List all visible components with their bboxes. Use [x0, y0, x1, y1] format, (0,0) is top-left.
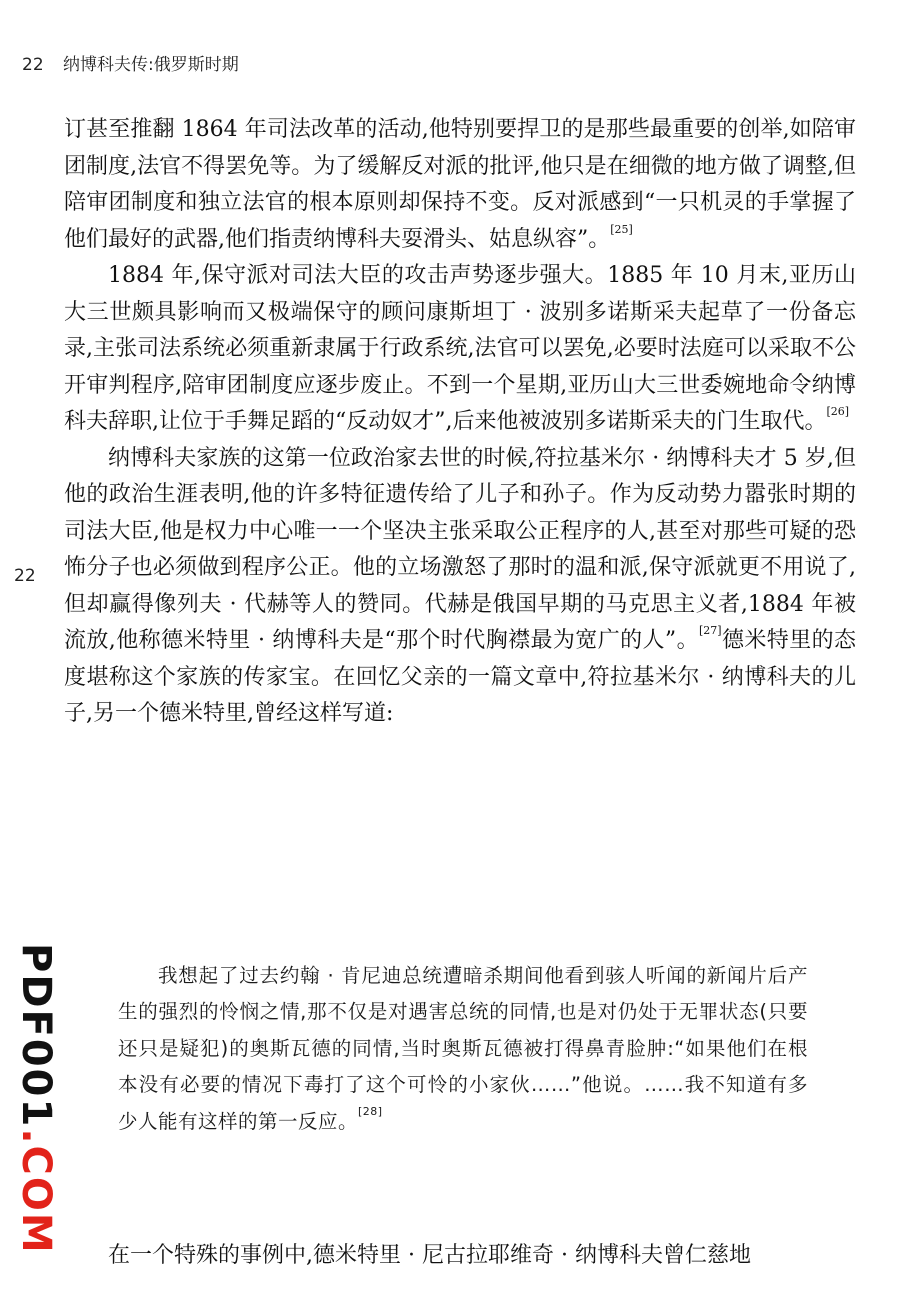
body-text [64, 112, 856, 733]
paragraph-1-text: 订甚至推翻 1864 年司法改革的活动,他特别要捍卫的是那些最重要的创举,如陪审团制度,法官不得罢免等。为了缓解反对派的批评,他只是在细微的地方做了调整,但陪审团制度和独立法官的根本原则却保持不变。反对派感到“一只机灵的手掌握了他们最好的武器,他们指责纳博科夫耍滑头、姑息纵容”。 [64, 117, 856, 252]
footnote-ref-27: [27] [698, 624, 722, 637]
margin-page-number: 22 [14, 566, 36, 586]
block-quote [118, 958, 808, 1140]
footnote-ref-26: [26] [826, 405, 850, 418]
paragraph-3 [64, 441, 856, 733]
paragraph-2 [64, 258, 856, 441]
paragraph-3-text-b: 德米特里的态度堪称这个家族的传家宝。在回忆父亲的一篇文章中,符拉基米尔 · 纳博科夫的儿子,另一个德米特里,曾经这样写道: [64, 628, 856, 726]
quote-text: 我想起了过去约翰 · 肯尼迪总统遭暗杀期间他看到骇人听闻的新闻片后产生的强烈的怜悯之情,那不仅是对遇害总统的同情,也是对仍处于无罪状态(只要还只是疑犯)的奥斯瓦德的同情,当时奥斯瓦德被打得鼻青脸肿:“如果他们在根本没有必要的情况下毒打了这个可怜的小家伙……”他说。……我不知道有多少人能有这样的第一反应。 [118, 964, 808, 1133]
watermark-part-1: PDF [13, 943, 59, 1039]
watermark-logo [13, 943, 59, 1255]
quote-paragraph [118, 958, 808, 1140]
footnote-ref-28: [28] [358, 1104, 383, 1118]
continuation-paragraph: 在一个特殊的事例中,德米特里 · 尼古拉耶维奇 · 纳博科夫曾仁慈地 [108, 1243, 751, 1268]
paragraph-3-text-a: 纳博科夫家族的这第一位政治家去世的时候,符拉基米尔 · 纳博科夫才 5 岁,但他的政治生涯表明,他的许多特征遗传给了儿子和孙子。作为反动势力嚣张时期的司法大臣,他是权力中心唯一一个坚决主张采取公正程序的人,甚至对那些可疑的恐怖分子也必须做到程序公正。他的立场激怒了那时的温和派,保守派就更不用说了,但却赢得像列夫 · 代赫等人的赞同。代赫是俄国早期的马克思主义者,1884 年被流放,他称德米特里 · 纳博科夫是“那个时代胸襟最为宽广的人”。 [64, 445, 856, 653]
paragraph-2-text: 1884 年,保守派对司法大臣的攻击声势逐步强大。1885 年 10 月末,亚历山大三世颇具影响而又极端保守的顾问康斯坦丁 · 波别多诺斯采夫起草了一份备忘录,主张司法系统必须重新隶属于行政系统,法官可以罢免,必要时法庭可以采取不公开审判程序,陪审团制度应逐步废止。不到一个星期,亚历山大三世委婉地命令纳博科夫辞职,让位于手舞足蹈的“反动奴才”,后来他被波别多诺斯采夫的门生取代。 [64, 263, 856, 434]
running-header [22, 50, 239, 75]
paragraph-1 [64, 112, 856, 258]
page-number: 22 [22, 55, 44, 75]
watermark-part-3: .COM [13, 1128, 59, 1255]
watermark-part-2: 001 [13, 1038, 59, 1129]
footnote-ref-25: [25] [610, 222, 633, 236]
running-title: 纳博科夫传:俄罗斯时期 [63, 55, 239, 75]
